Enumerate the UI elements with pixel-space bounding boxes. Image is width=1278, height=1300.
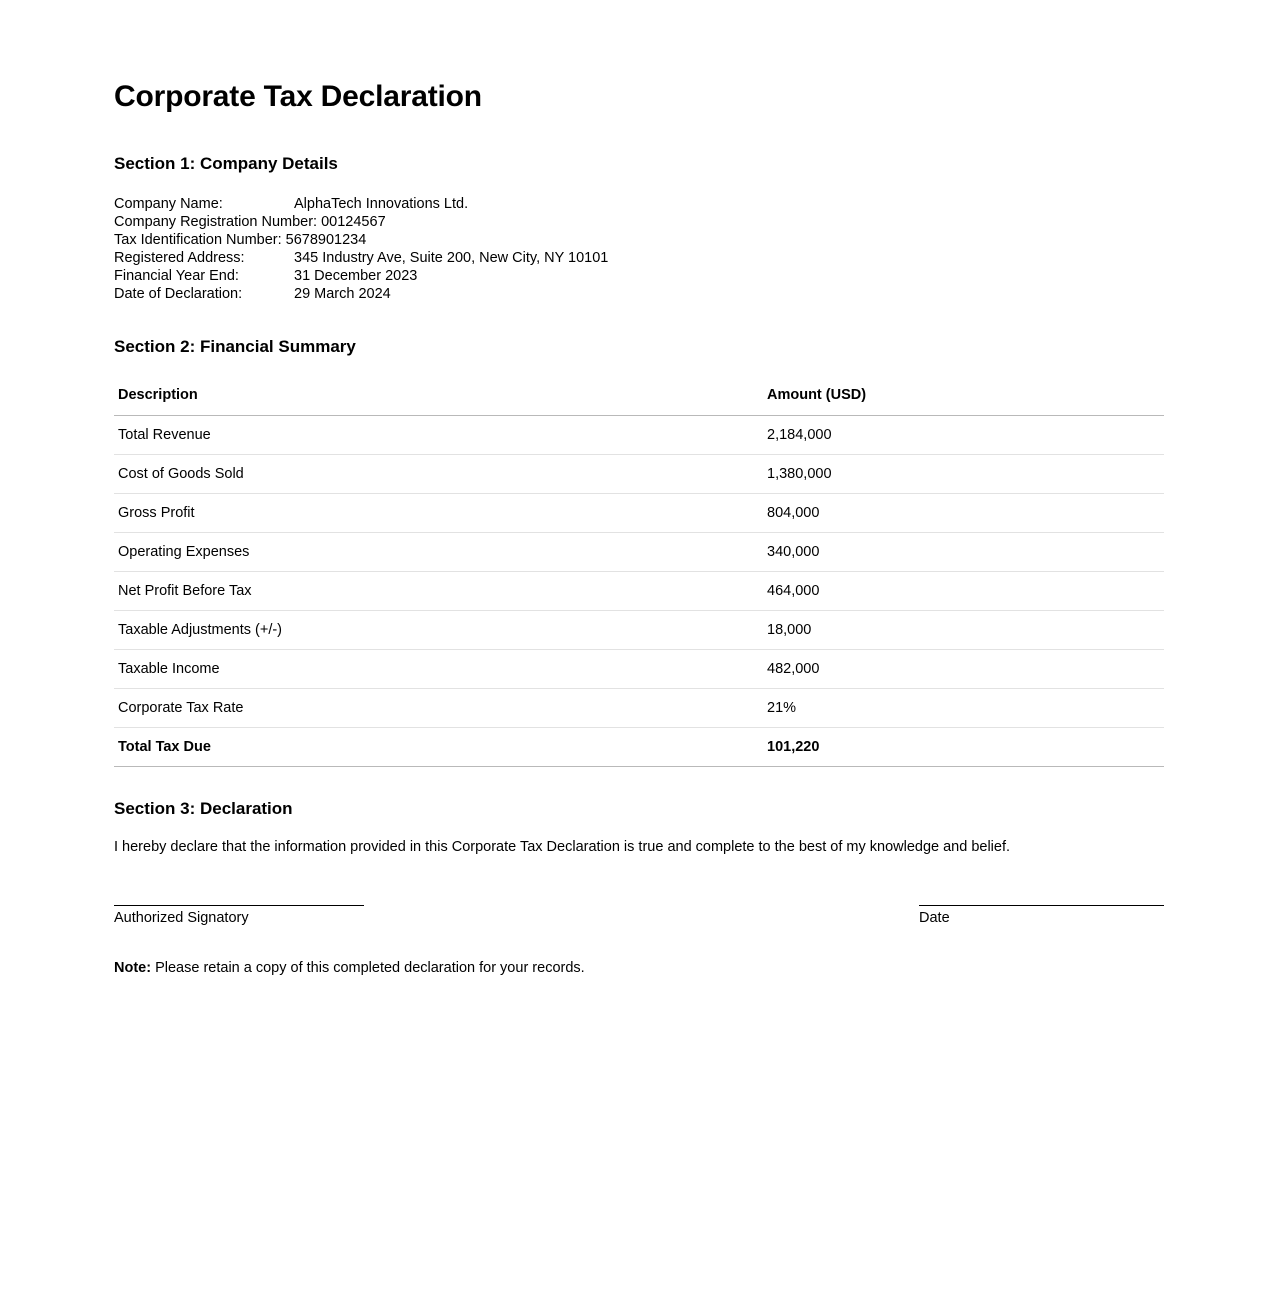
detail-value: 31 December 2023: [294, 268, 418, 284]
spacer: [114, 926, 1164, 960]
column-header-description: Description: [114, 387, 763, 416]
cell-amount: 482,000: [763, 650, 1164, 689]
cell-description: Total Tax Due: [114, 728, 763, 767]
section-2-heading: Section 2: Financial Summary: [114, 337, 356, 356]
page-title: Corporate Tax Declaration: [114, 80, 482, 113]
note-prefix: Note:: [114, 960, 152, 976]
spacer: [114, 819, 1164, 839]
spacer: [114, 767, 1164, 799]
spacer: [114, 855, 1164, 905]
table-row: [114, 611, 1164, 650]
detail-row: [114, 267, 1164, 285]
cell-amount: 1,380,000: [763, 455, 1164, 494]
table-row: [114, 650, 1164, 689]
table-row-total: [114, 728, 1164, 767]
date-label: Date: [919, 910, 950, 926]
detail-label: Date of Declaration:: [114, 286, 243, 302]
cell-amount: 21%: [763, 689, 1164, 728]
cell-description: Gross Profit: [114, 494, 763, 533]
cell-description: Operating Expenses: [114, 533, 763, 572]
table-header-row: [114, 387, 1164, 416]
spacer: [114, 114, 1164, 154]
date-line[interactable]: [919, 905, 1164, 906]
detail-label: Financial Year End:: [114, 268, 239, 284]
cell-description: Total Revenue: [114, 416, 763, 455]
detail-row: [114, 249, 1164, 267]
table-row: [114, 494, 1164, 533]
section-3-heading: Section 3: Declaration: [114, 799, 293, 818]
table-row: [114, 533, 1164, 572]
detail-row: [114, 231, 1164, 249]
detail-value: AlphaTech Innovations Ltd.: [294, 196, 469, 212]
cell-amount: 464,000: [763, 572, 1164, 611]
note: [114, 960, 1164, 976]
detail-value: 345 Industry Ave, Suite 200, New City, NY 10101: [294, 250, 609, 266]
cell-description: Taxable Adjustments (+/-): [114, 611, 763, 650]
cell-amount: 2,184,000: [763, 416, 1164, 455]
signature-area: [114, 905, 1164, 926]
declaration-statement: I hereby declare that the information provided in this Corporate Tax Declaration is true and complete to the best of my knowledge and belief.: [114, 839, 1011, 855]
cell-description: Corporate Tax Rate: [114, 689, 763, 728]
signatory-label: Authorized Signatory: [114, 910, 249, 926]
note-text: Please retain a copy of this completed declaration for your records.: [151, 960, 585, 976]
spacer: [114, 357, 1164, 387]
detail-row: [114, 195, 1164, 213]
detail-label: Company Name:: [114, 196, 223, 212]
signature-line[interactable]: [114, 905, 364, 906]
detail-value: 29 March 2024: [294, 286, 391, 302]
financial-summary-table: [114, 387, 1164, 767]
table-row: [114, 416, 1164, 455]
signatory-block: [114, 905, 364, 926]
detail-label: Registered Address:: [114, 250, 245, 266]
cell-amount: 804,000: [763, 494, 1164, 533]
detail-row: [114, 285, 1164, 303]
column-header-amount: Amount (USD): [763, 387, 1164, 416]
detail-row: [114, 213, 1164, 231]
cell-amount: 101,220: [763, 728, 1164, 767]
cell-description: Taxable Income: [114, 650, 763, 689]
company-details-list: [114, 195, 1164, 303]
section-1-heading: Section 1: Company Details: [114, 154, 338, 173]
cell-description: Cost of Goods Sold: [114, 455, 763, 494]
table-row: [114, 572, 1164, 611]
cell-amount: 18,000: [763, 611, 1164, 650]
cell-description: Net Profit Before Tax: [114, 572, 763, 611]
detail-label: Company Registration Number: 00124567: [114, 214, 386, 230]
spacer: [114, 303, 1164, 337]
table-row: [114, 689, 1164, 728]
spacer: [114, 174, 1164, 195]
detail-label: Tax Identification Number: 5678901234: [114, 232, 367, 248]
cell-amount: 340,000: [763, 533, 1164, 572]
table-row: [114, 455, 1164, 494]
date-block: [919, 905, 1164, 926]
